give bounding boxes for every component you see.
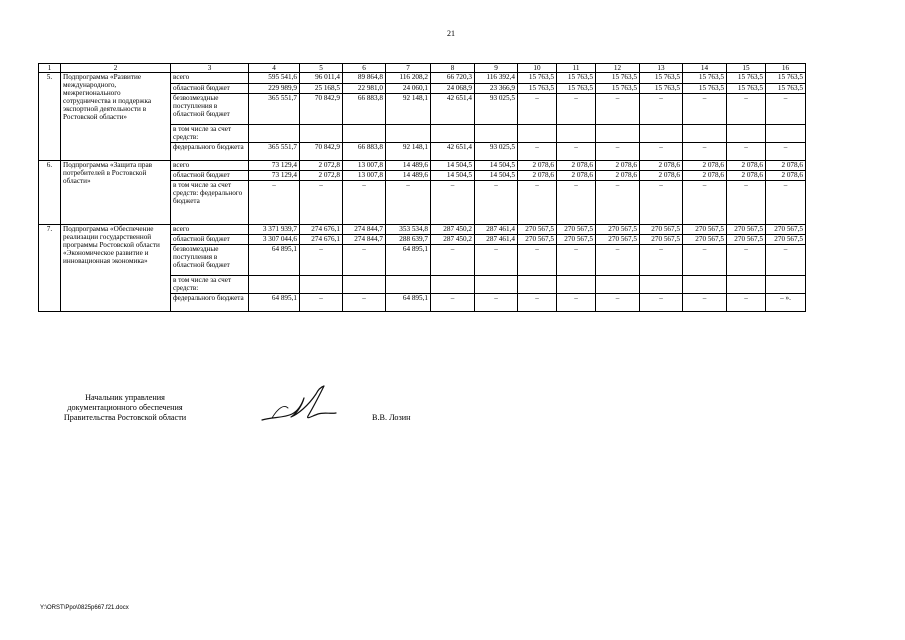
amount-cell: 274 676,1	[300, 235, 343, 245]
subprogram-name: Подпрограмма «Развитие международного, межрегионального сотрудничества и поддержка экспортной деятельности в Ростовской области»	[61, 73, 171, 161]
amount-cell: –	[596, 245, 640, 276]
amount-cell: 64 895,1	[249, 294, 300, 312]
amount-cell: –	[683, 181, 727, 225]
column-number-header: 15	[727, 64, 766, 73]
amount-cell: 270 567,5	[640, 225, 683, 235]
amount-cell: 274 676,1	[300, 225, 343, 235]
amount-cell: –	[518, 245, 557, 276]
amount-cell: 270 567,5	[727, 235, 766, 245]
amount-cell	[475, 276, 518, 294]
amount-cell: 73 129,4	[249, 171, 300, 181]
amount-cell: –	[683, 94, 727, 125]
funding-source-label: областной бюджет	[171, 84, 249, 94]
amount-cell: –	[557, 294, 596, 312]
amount-cell	[249, 276, 300, 294]
amount-cell: 64 895,1	[249, 245, 300, 276]
amount-cell: 270 567,5	[727, 225, 766, 235]
amount-cell: –	[640, 245, 683, 276]
amount-cell: –	[475, 294, 518, 312]
amount-cell: –	[300, 294, 343, 312]
amount-cell: 116 392,4	[475, 73, 518, 84]
funding-source-label: всего	[171, 73, 249, 84]
amount-cell: 92 148,1	[386, 94, 431, 125]
amount-cell: 2 072,8	[300, 171, 343, 181]
amount-cell: –	[766, 181, 806, 225]
signatory-name: В.В. Лозин	[372, 413, 411, 422]
amount-cell: 42 651,4	[431, 143, 475, 161]
amount-cell: –	[683, 143, 727, 161]
amount-cell	[557, 276, 596, 294]
amount-cell: 14 504,5	[431, 171, 475, 181]
amount-cell: –	[518, 181, 557, 225]
column-number-header: 10	[518, 64, 557, 73]
amount-cell: 14 489,6	[386, 161, 431, 171]
column-number-header: 4	[249, 64, 300, 73]
funding-source-label: всего	[171, 225, 249, 235]
amount-cell: –	[640, 143, 683, 161]
amount-cell	[300, 276, 343, 294]
amount-cell	[557, 125, 596, 143]
amount-cell: 64 895,1	[386, 294, 431, 312]
amount-cell: 2 078,6	[557, 171, 596, 181]
amount-cell: 70 842,9	[300, 143, 343, 161]
column-number-header: 2	[61, 64, 171, 73]
table-header-row	[39, 64, 806, 73]
amount-cell: 66 883,8	[343, 94, 386, 125]
amount-cell: 3 307 044,6	[249, 235, 300, 245]
column-number-header: 5	[300, 64, 343, 73]
amount-cell: 274 844,7	[343, 225, 386, 235]
funding-source-label: в том числе за счет средств: федерального бюджета	[171, 181, 249, 225]
column-number-header: 9	[475, 64, 518, 73]
amount-cell: – ».	[766, 294, 806, 312]
amount-cell: 2 078,6	[727, 161, 766, 171]
funding-source-label: безвозмездные поступления в областной бюджет	[171, 245, 249, 276]
amount-cell: –	[343, 245, 386, 276]
amount-cell: 2 078,6	[727, 171, 766, 181]
amount-cell: 15 763,5	[596, 73, 640, 84]
amount-cell: –	[300, 245, 343, 276]
amount-cell: 66 883,8	[343, 143, 386, 161]
amount-cell: –	[596, 143, 640, 161]
amount-cell: 64 895,1	[386, 245, 431, 276]
amount-cell: 42 651,4	[431, 94, 475, 125]
amount-cell: 15 763,5	[727, 73, 766, 84]
amount-cell: 2 078,6	[766, 171, 806, 181]
amount-cell: –	[300, 181, 343, 225]
amount-cell: 2 078,6	[683, 161, 727, 171]
amount-cell	[386, 125, 431, 143]
amount-cell: 2 078,6	[640, 161, 683, 171]
amount-cell: 270 567,5	[596, 235, 640, 245]
amount-cell: 274 844,7	[343, 235, 386, 245]
column-number-header: 7	[386, 64, 431, 73]
amount-cell: 15 763,5	[596, 84, 640, 94]
amount-cell: 287 450,2	[431, 225, 475, 235]
amount-cell: 270 567,5	[518, 225, 557, 235]
amount-cell: 270 567,5	[557, 235, 596, 245]
amount-cell: 2 078,6	[683, 171, 727, 181]
amount-cell	[766, 276, 806, 294]
amount-cell: 270 567,5	[557, 225, 596, 235]
funding-source-label: федерального бюджета	[171, 143, 249, 161]
amount-cell: 14 504,5	[475, 161, 518, 171]
amount-cell: –	[518, 143, 557, 161]
amount-cell: 116 208,2	[386, 73, 431, 84]
file-path: Y:\ORST\Ppo\0825p667.f21.docx	[40, 605, 129, 611]
amount-cell: 15 763,5	[766, 84, 806, 94]
amount-cell: 70 842,9	[300, 94, 343, 125]
amount-cell	[431, 125, 475, 143]
amount-cell: –	[766, 94, 806, 125]
signatory-title-line-3: Правительства Ростовской области	[63, 413, 187, 422]
amount-cell: 270 567,5	[640, 235, 683, 245]
amount-cell: –	[727, 181, 766, 225]
amount-cell: 270 567,5	[766, 225, 806, 235]
handwritten-signature	[258, 384, 338, 430]
amount-cell	[518, 125, 557, 143]
signatory-title-line-1: Начальник управления	[85, 393, 165, 402]
amount-cell	[640, 276, 683, 294]
amount-cell: 93 025,5	[475, 94, 518, 125]
amount-cell	[727, 125, 766, 143]
amount-cell: –	[475, 245, 518, 276]
funding-source-label: безвозмездные поступления в областной бюджет	[171, 94, 249, 125]
amount-cell: 24 060,1	[386, 84, 431, 94]
amount-cell: 14 504,5	[475, 171, 518, 181]
amount-cell	[727, 276, 766, 294]
funding-source-label: всего	[171, 161, 249, 171]
amount-cell: –	[431, 181, 475, 225]
row-number: 7.	[39, 225, 61, 312]
amount-cell: 73 129,4	[249, 161, 300, 171]
amount-cell	[596, 125, 640, 143]
amount-cell: –	[343, 181, 386, 225]
amount-cell	[386, 276, 431, 294]
amount-cell: –	[557, 143, 596, 161]
amount-cell: 25 168,5	[300, 84, 343, 94]
amount-cell: –	[766, 143, 806, 161]
amount-cell: 2 072,8	[300, 161, 343, 171]
amount-cell: 270 567,5	[518, 235, 557, 245]
column-number-header: 8	[431, 64, 475, 73]
table-row	[39, 161, 806, 171]
amount-cell: 270 567,5	[766, 235, 806, 245]
funding-source-label: в том числе за счет средств:	[171, 276, 249, 294]
amount-cell: –	[386, 181, 431, 225]
amount-cell: 287 461,4	[475, 235, 518, 245]
funding-source-label: федерального бюджета	[171, 294, 249, 312]
amount-cell: 353 534,8	[386, 225, 431, 235]
amount-cell: 14 504,5	[431, 161, 475, 171]
amount-cell: 270 567,5	[596, 225, 640, 235]
amount-cell	[683, 276, 727, 294]
amount-cell: –	[683, 245, 727, 276]
amount-cell: –	[766, 245, 806, 276]
amount-cell	[518, 276, 557, 294]
column-number-header: 12	[596, 64, 640, 73]
amount-cell: 96 011,4	[300, 73, 343, 84]
amount-cell: 13 007,8	[343, 171, 386, 181]
amount-cell: –	[557, 245, 596, 276]
amount-cell: –	[431, 245, 475, 276]
funding-source-label: областной бюджет	[171, 171, 249, 181]
column-number-header: 16	[766, 64, 806, 73]
amount-cell: 15 763,5	[640, 84, 683, 94]
subprogram-name: Подпрограмма «Защита прав потребителей в Ростовской области»	[61, 161, 171, 225]
row-number: 5.	[39, 73, 61, 161]
amount-cell: 24 068,9	[431, 84, 475, 94]
column-number-header: 3	[171, 64, 249, 73]
amount-cell: –	[596, 294, 640, 312]
row-number: 6.	[39, 161, 61, 225]
amount-cell: 14 489,6	[386, 171, 431, 181]
amount-cell: 3 371 939,7	[249, 225, 300, 235]
column-number-header: 6	[343, 64, 386, 73]
amount-cell: 365 551,7	[249, 143, 300, 161]
amount-cell: –	[596, 181, 640, 225]
amount-cell: –	[640, 94, 683, 125]
amount-cell: 15 763,5	[557, 84, 596, 94]
amount-cell: 15 763,5	[557, 73, 596, 84]
amount-cell: 22 981,0	[343, 84, 386, 94]
amount-cell: 15 763,5	[766, 73, 806, 84]
funding-source-label: в том числе за счет средств:	[171, 125, 249, 143]
amount-cell: –	[475, 181, 518, 225]
amount-cell: –	[727, 143, 766, 161]
amount-cell: 2 078,6	[596, 171, 640, 181]
amount-cell	[596, 276, 640, 294]
amount-cell	[249, 125, 300, 143]
amount-cell: 595 541,6	[249, 73, 300, 84]
amount-cell: 15 763,5	[727, 84, 766, 94]
amount-cell: –	[249, 181, 300, 225]
amount-cell	[766, 125, 806, 143]
amount-cell	[683, 125, 727, 143]
amount-cell: 270 567,5	[683, 225, 727, 235]
amount-cell	[475, 125, 518, 143]
amount-cell: –	[518, 294, 557, 312]
signatory-title	[40, 393, 210, 423]
amount-cell: –	[557, 181, 596, 225]
table-row	[39, 225, 806, 235]
amount-cell: –	[557, 94, 596, 125]
amount-cell: –	[727, 94, 766, 125]
amount-cell: 15 763,5	[518, 73, 557, 84]
column-number-header: 14	[683, 64, 727, 73]
amount-cell: –	[596, 94, 640, 125]
amount-cell: 2 078,6	[557, 161, 596, 171]
subprogram-name: Подпрограмма «Обеспечение реализации государственной программы Ростовской области «Экономическое развитие и инновационная экономика»	[61, 225, 171, 312]
amount-cell: 15 763,5	[683, 73, 727, 84]
amount-cell: 66 720,3	[431, 73, 475, 84]
amount-cell: 92 148,1	[386, 143, 431, 161]
amount-cell: 15 763,5	[640, 73, 683, 84]
amount-cell: 287 450,2	[431, 235, 475, 245]
column-number-header: 13	[640, 64, 683, 73]
page-number: 21	[447, 29, 455, 38]
budget-table	[38, 63, 806, 312]
amount-cell	[640, 125, 683, 143]
amount-cell: 13 007,8	[343, 161, 386, 171]
amount-cell: 2 078,6	[596, 161, 640, 171]
amount-cell: 2 078,6	[640, 171, 683, 181]
amount-cell: 288 639,7	[386, 235, 431, 245]
amount-cell: 270 567,5	[683, 235, 727, 245]
amount-cell: –	[431, 294, 475, 312]
funding-source-label: областной бюджет	[171, 235, 249, 245]
amount-cell: –	[518, 94, 557, 125]
table-row	[39, 73, 806, 84]
amount-cell	[343, 125, 386, 143]
signatory-title-line-2: документационного обеспечения	[67, 403, 183, 412]
amount-cell: –	[727, 245, 766, 276]
amount-cell: 229 989,9	[249, 84, 300, 94]
column-number-header: 11	[557, 64, 596, 73]
amount-cell: –	[640, 294, 683, 312]
amount-cell	[431, 276, 475, 294]
amount-cell: 89 864,8	[343, 73, 386, 84]
amount-cell: 2 078,6	[518, 161, 557, 171]
amount-cell: 15 763,5	[683, 84, 727, 94]
amount-cell	[300, 125, 343, 143]
amount-cell: 93 025,5	[475, 143, 518, 161]
amount-cell: –	[640, 181, 683, 225]
amount-cell: 287 461,4	[475, 225, 518, 235]
amount-cell: 365 551,7	[249, 94, 300, 125]
column-number-header: 1	[39, 64, 61, 73]
amount-cell: 15 763,5	[518, 84, 557, 94]
amount-cell: –	[683, 294, 727, 312]
amount-cell: –	[343, 294, 386, 312]
amount-cell: 2 078,6	[518, 171, 557, 181]
amount-cell: –	[727, 294, 766, 312]
amount-cell	[343, 276, 386, 294]
amount-cell: 2 078,6	[766, 161, 806, 171]
amount-cell: 23 366,9	[475, 84, 518, 94]
